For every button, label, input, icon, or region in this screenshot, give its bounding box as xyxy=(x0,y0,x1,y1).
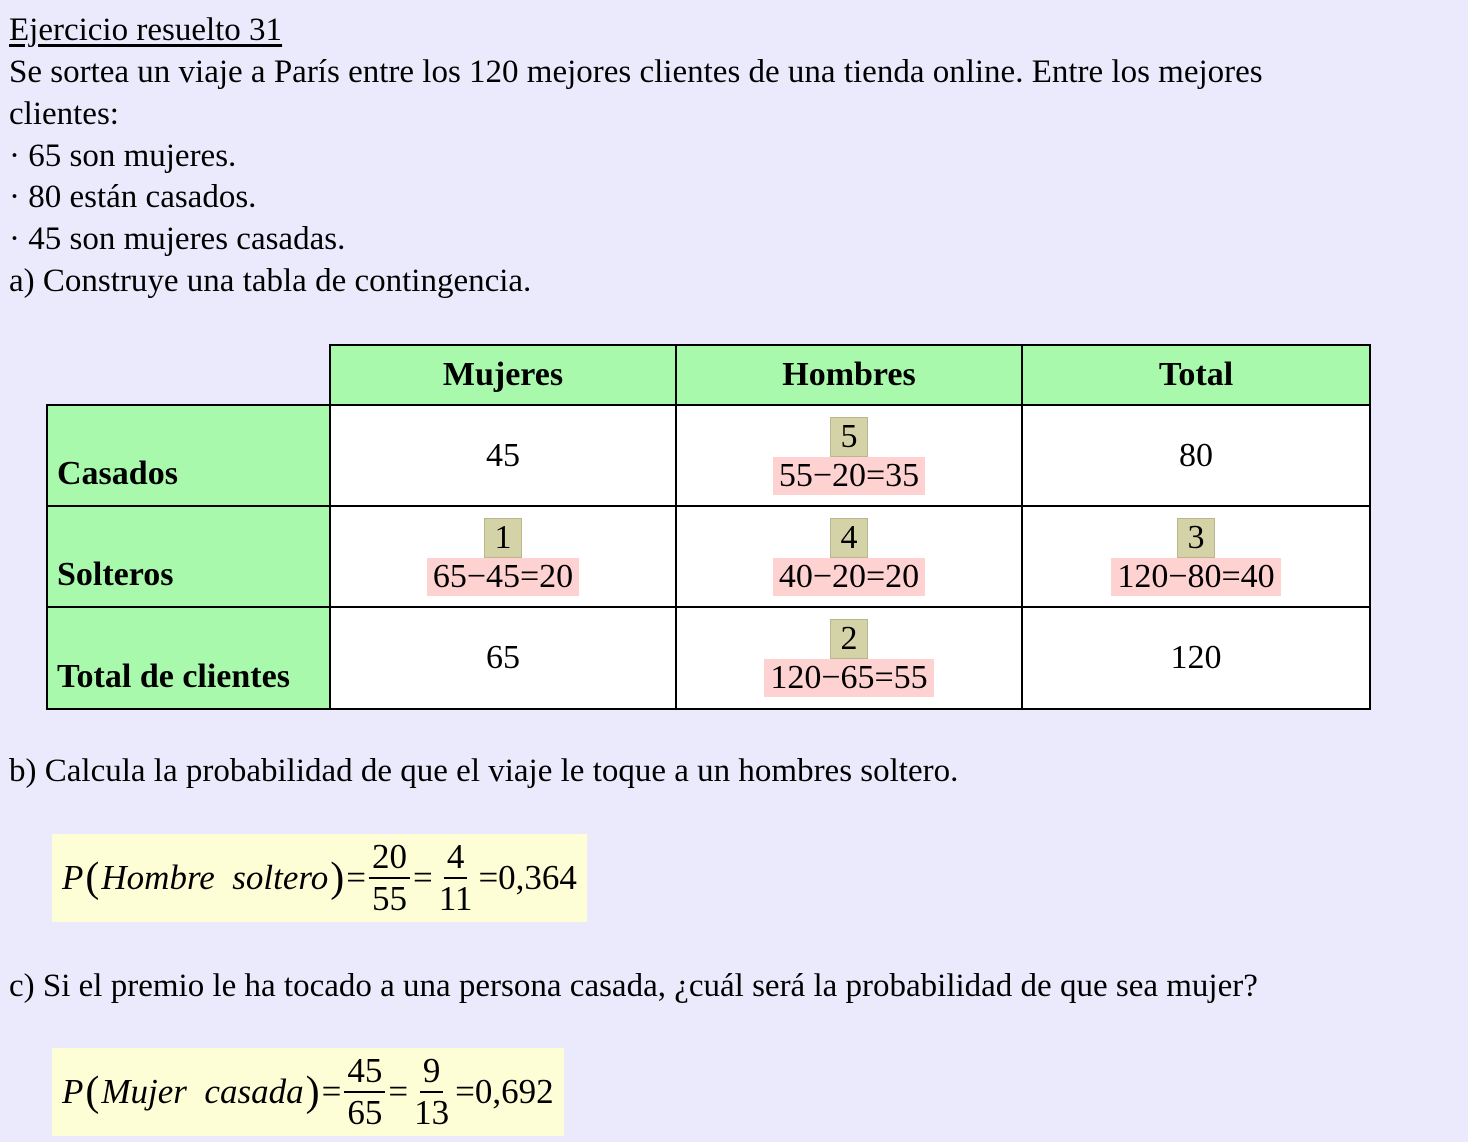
column-header: Total xyxy=(1022,345,1370,405)
part-c-question: c) Si el premio le ha tocado a una persona casada, ¿cuál será la probabilidad de que sea mujer? xyxy=(9,968,1258,1004)
numerator: 9 xyxy=(420,1051,444,1093)
statement-line: Se sortea un viaje a París entre los 120 mejores clientes de una tienda online. Entre los mejores xyxy=(9,54,1263,90)
contingency-table xyxy=(46,344,1371,710)
step-number-badge: 5 xyxy=(830,417,868,457)
cell-value: 80 xyxy=(1179,436,1213,474)
fraction xyxy=(369,837,410,919)
bullet-item: · 45 son mujeres casadas. xyxy=(9,221,346,258)
column-header: Mujeres xyxy=(330,345,676,405)
statement-line: clientes: xyxy=(9,95,119,132)
numerator: 45 xyxy=(344,1051,385,1093)
fraction xyxy=(344,1051,385,1133)
calculation-highlight: 65−45=20 xyxy=(427,558,579,596)
table-cell xyxy=(1022,607,1370,709)
table-cell xyxy=(676,405,1022,506)
step-number-badge: 3 xyxy=(1177,518,1215,558)
table-row xyxy=(47,405,1370,506)
table-row xyxy=(47,506,1370,607)
fraction xyxy=(411,1051,452,1133)
table-cell xyxy=(1022,405,1370,506)
table-cell xyxy=(1022,506,1370,607)
calculation-highlight: 120−80=40 xyxy=(1111,558,1280,596)
event-name: Mujer casada xyxy=(101,1072,304,1111)
table-cell xyxy=(676,506,1022,607)
fraction xyxy=(436,837,476,919)
row-header: Casados xyxy=(47,405,330,506)
bullet-item: · 65 son mujeres. xyxy=(9,137,237,174)
cell-value: 120 xyxy=(1170,639,1222,676)
numerator: 20 xyxy=(369,837,410,879)
numerator: 4 xyxy=(444,837,468,879)
denominator: 13 xyxy=(414,1093,450,1132)
denominator: 65 xyxy=(347,1093,383,1132)
step-number-badge: 4 xyxy=(830,518,868,558)
bullet-item: · 80 están casados. xyxy=(9,179,257,216)
row-header: Total de clientes xyxy=(47,607,330,709)
corner-cell xyxy=(47,345,330,405)
probability-formula-c: P ( Mujer casada ) = $\frac{45}{65}$ = $\frac{9}{13}$ =0,692 xyxy=(52,1048,564,1136)
row-header: Solteros xyxy=(47,506,330,607)
part-a-question: a) Construye una tabla de contingencia. xyxy=(9,262,532,299)
part-b-question: b) Calcula la probabilidad de que el viaje le toque a un hombres soltero. xyxy=(9,753,959,789)
denominator: 55 xyxy=(371,879,407,918)
result-value: =0,692 xyxy=(455,1072,554,1111)
calculation-highlight: 55−20=35 xyxy=(773,457,925,495)
result-value: =0,364 xyxy=(478,858,577,897)
problem-statement xyxy=(9,52,1449,303)
column-header: Hombres xyxy=(676,345,1022,405)
cell-value: 65 xyxy=(486,639,520,676)
cell-value: 45 xyxy=(486,436,520,474)
table-row xyxy=(47,607,1370,709)
calculation-highlight: 120−65=55 xyxy=(764,659,933,697)
denominator: 11 xyxy=(438,879,473,918)
step-number-badge: 1 xyxy=(484,518,522,558)
probability-symbol: P xyxy=(62,858,84,897)
table-cell xyxy=(676,607,1022,709)
step-number-badge: 2 xyxy=(830,619,868,659)
probability-symbol: P xyxy=(62,1072,84,1111)
event-name: Hombre soltero xyxy=(101,858,329,897)
exercise-title: Ejercicio resuelto 31 xyxy=(9,12,283,48)
calculation-highlight: 40−20=20 xyxy=(773,558,925,596)
table-cell xyxy=(330,405,676,506)
table-cell xyxy=(330,607,676,709)
probability-formula-b: P ( Hombre soltero ) = $\frac{20}{55}$ = $\frac{4}{11}$ =0,364 xyxy=(52,834,587,922)
table-cell xyxy=(330,506,676,607)
